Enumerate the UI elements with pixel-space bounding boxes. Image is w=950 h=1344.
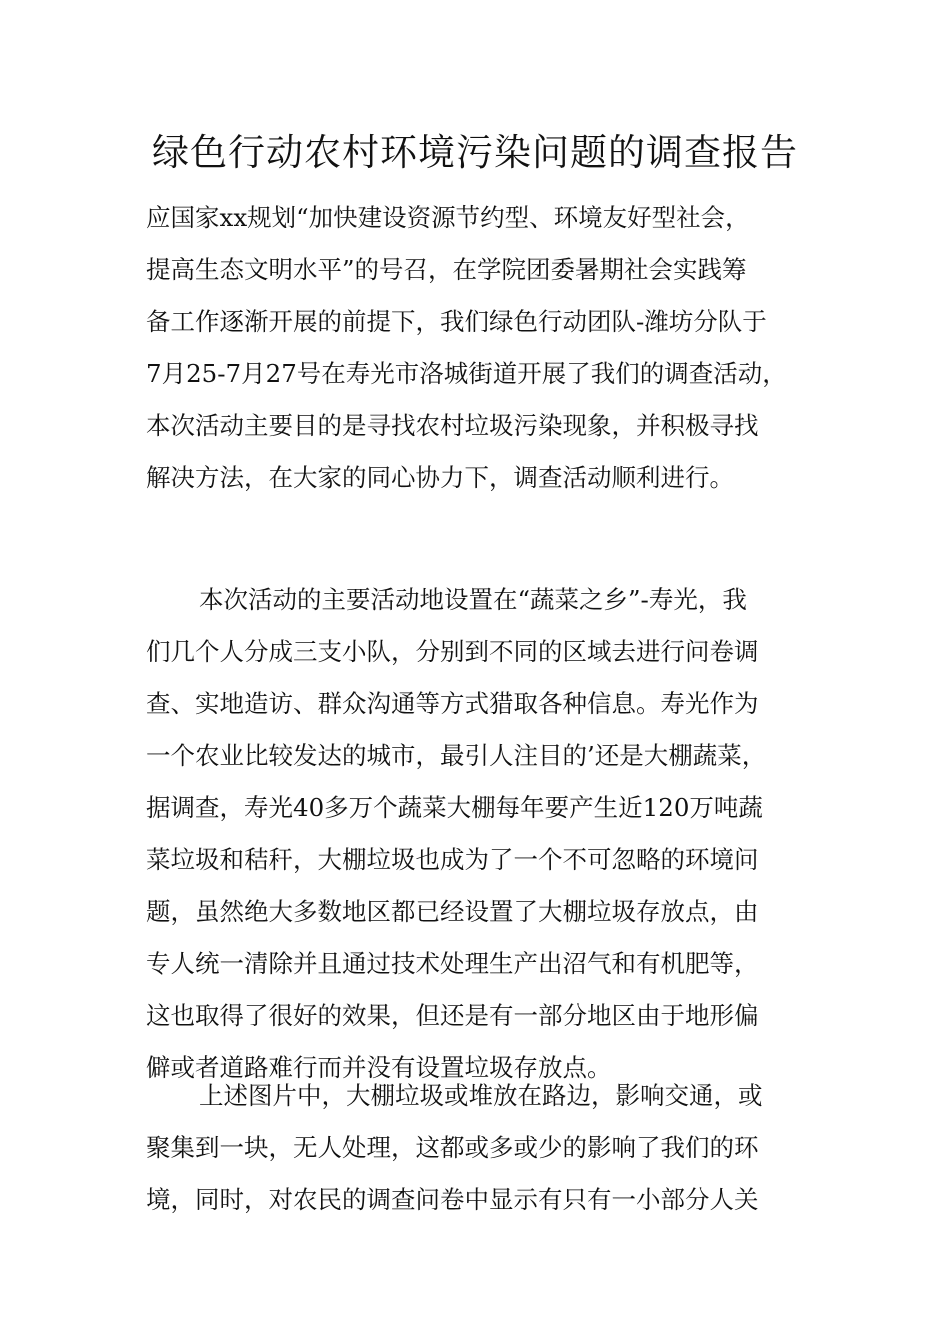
paragraph-line: 一个农业比较发达的城市，最引人注目的’还是大棚蔬菜， bbox=[146, 741, 767, 770]
paragraph-line: 们几个人分成三支小队，分别到不同的区域去进行问卷调 bbox=[146, 637, 759, 666]
paragraph-line: 本次活动主要目的是寻找农村垃圾污染现象，并积极寻找 bbox=[146, 411, 759, 440]
paragraph-line: 上述图片中，大棚垃圾或堆放在路边，影响交通，或 bbox=[199, 1081, 763, 1110]
paragraph-2 bbox=[146, 574, 821, 1094]
paragraph-line: 菜垃圾和秸秆，大棚垃圾也成为了一个不可忽略的环境问 bbox=[146, 845, 759, 874]
paragraph-line: 僻或者道路难行而并没有设置垃圾存放点。 bbox=[146, 1053, 612, 1082]
paragraph-3 bbox=[146, 1070, 821, 1226]
paragraph-1 bbox=[146, 192, 821, 504]
paragraph-line: 解决方法，在大家的同心协力下，调查活动顺利进行。 bbox=[146, 463, 734, 492]
paragraph-line: 专人统一清除并且通过技术处理生产出沼气和有机肥等， bbox=[146, 949, 759, 978]
paragraph-line: 这也取得了很好的效果，但还是有一部分地区由于地形偏 bbox=[146, 1001, 759, 1030]
paragraph-line: 7月25-7月27号在寿光市洛城街道开展了我们的调查活动， bbox=[146, 359, 787, 388]
paragraph-line: 境，同时，对农民的调查问卷中显示有只有一小部分人关 bbox=[146, 1185, 759, 1214]
paragraph-line: 据调查，寿光40多万个蔬菜大棚每年要产生近120万吨蔬 bbox=[146, 793, 763, 822]
paragraph-line: 聚集到一块，无人处理，这都或多或少的影响了我们的环 bbox=[146, 1133, 759, 1162]
paragraph-line: 备工作逐渐开展的前提下，我们绿色行动团队-潍坊分队于 bbox=[146, 307, 767, 336]
document-title: 绿色行动农村环境污染问题的调查报告 bbox=[152, 131, 798, 174]
paragraph-line: 本次活动的主要活动地设置在“蔬菜之乡”-寿光，我 bbox=[199, 585, 747, 614]
paragraph-line: 题，虽然绝大多数地区都已经设置了大棚垃圾存放点，由 bbox=[146, 897, 759, 926]
paragraph-line: 提高生态文明水平”的号召，在学院团委暑期社会实践筹 bbox=[146, 255, 747, 284]
paragraph-line: 应国家xx规划“加快建设资源节约型、环境友好型社会， bbox=[146, 203, 750, 232]
paragraph-line: 查、实地造访、群众沟通等方式猎取各种信息。寿光作为 bbox=[146, 689, 759, 718]
